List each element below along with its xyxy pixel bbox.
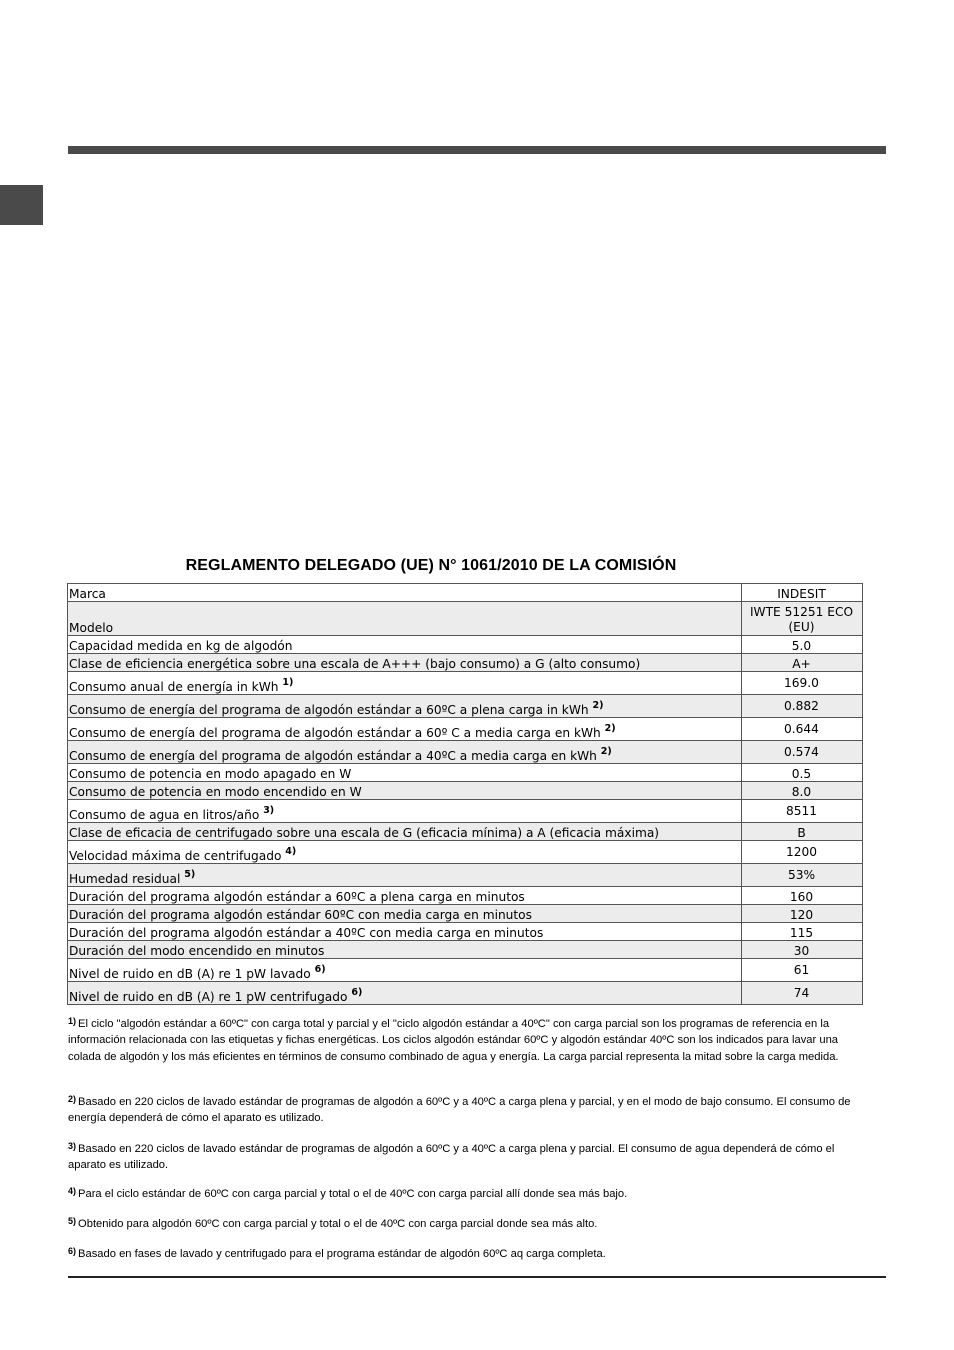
table-row [68, 923, 863, 941]
header-rule [68, 146, 886, 154]
footnote-text: El ciclo "algodón estándar a 60ºC" con carga total y parcial y el "ciclo algodón estándar a 40ºC" con carga parcial son los programas de referencia en la información relacionada con las etiquetas y fichas energéticas. Los ciclos algodón estándar 60ºC y algodón estándar 40ºC son los indicados para lavar una colada de algodón y los más eficientes en términos de consumo combinado de agua y energía. La carga parcial representa la mitad sobre la carga medida. [68, 1018, 839, 1063]
table-row [68, 982, 863, 1005]
footnote [68, 1094, 868, 1127]
row-label-text: Consumo de energía del programa de algodón estándar a 60º C a media carga en kWh [69, 726, 601, 740]
row-label [68, 823, 742, 841]
table-row [68, 823, 863, 841]
language-tab-marker [0, 185, 43, 225]
row-label [68, 741, 742, 764]
row-value: IWTE 51251 ECO (EU) [742, 602, 863, 636]
row-label-text: Consumo de potencia en modo encendido en W [69, 785, 362, 799]
footnote-text: Para el ciclo estándar de 60ºC con carga parcial y total o el de 40ºC con carga parcial allí donde sea más bajo. [78, 1188, 628, 1200]
row-label-text: Modelo [69, 621, 114, 635]
row-label [68, 923, 742, 941]
row-value: 169.0 [742, 672, 863, 695]
footnote-ref: 2) [604, 722, 616, 734]
table-row [68, 741, 863, 764]
row-value: 0.5 [742, 764, 863, 782]
table-row [68, 636, 863, 654]
footnote-ref: 3) [263, 804, 275, 816]
row-value: INDESIT [742, 584, 863, 602]
footer-rule [68, 1276, 886, 1278]
table-row [68, 695, 863, 718]
row-value: 160 [742, 887, 863, 905]
row-label-text: Velocidad máxima de centrifugado [69, 849, 282, 863]
row-value: 8511 [742, 800, 863, 823]
row-label [68, 584, 742, 602]
row-label [68, 602, 742, 636]
footnote-mark: 5) [68, 1216, 77, 1226]
table-row [68, 654, 863, 672]
row-label [68, 672, 742, 695]
footnote-ref: 6) [351, 986, 363, 998]
footnote [68, 1246, 868, 1262]
row-value: 115 [742, 923, 863, 941]
table-row [68, 602, 863, 636]
table-row [68, 800, 863, 823]
footnote-text: Basado en 220 ciclos de lavado estándar de programas de algodón a 60ºC y a 40ºC a carga plena y parcial, y en el modo de bajo consumo. El consumo de energía dependerá de cómo el aparato es utilizado. [68, 1096, 851, 1125]
footnote-text: Basado en fases de lavado y centrifugado para el programa estándar de algodón 60ºC aq carga completa. [78, 1248, 606, 1260]
row-value: 53% [742, 864, 863, 887]
table-row [68, 718, 863, 741]
row-label [68, 654, 742, 672]
table-row [68, 841, 863, 864]
row-label [68, 959, 742, 982]
footnote [68, 1186, 868, 1202]
footnote-mark: 2) [68, 1094, 77, 1104]
footnote-mark: 4) [68, 1186, 77, 1196]
row-label-text: Duración del programa algodón estándar a 40ºC con media carga en minutos [69, 926, 544, 940]
row-label-text: Nivel de ruido en dB (A) re 1 pW lavado [69, 967, 311, 981]
row-value: 5.0 [742, 636, 863, 654]
row-label-text: Consumo de agua en litros/año [69, 808, 260, 822]
spec-table [67, 583, 863, 1005]
row-value: 0.644 [742, 718, 863, 741]
row-value: A+ [742, 654, 863, 672]
footnote-mark: 3) [68, 1141, 77, 1151]
row-label-text: Duración del modo encendido en minutos [69, 944, 325, 958]
footnote-ref: 1) [282, 676, 294, 688]
table-row [68, 782, 863, 800]
row-label [68, 982, 742, 1005]
row-label-text: Humedad residual [69, 872, 181, 886]
footnote-mark: 6) [68, 1246, 77, 1256]
footnote-text: Basado en 220 ciclos de lavado estándar de programas de algodón a 60ºC y a 40ºC a carga plena y parcial. El consumo de agua dependerá de cómo el aparato es utilizado. [68, 1143, 835, 1172]
row-label [68, 841, 742, 864]
row-value: 0.574 [742, 741, 863, 764]
footnote-ref: 5) [184, 868, 196, 880]
row-label [68, 782, 742, 800]
table-row [68, 959, 863, 982]
row-label [68, 764, 742, 782]
table-row [68, 941, 863, 959]
row-label-text: Marca [69, 587, 106, 601]
table-row [68, 764, 863, 782]
row-value: 61 [742, 959, 863, 982]
table-row [68, 584, 863, 602]
row-label [68, 864, 742, 887]
row-label [68, 887, 742, 905]
row-label [68, 695, 742, 718]
regulation-title: REGLAMENTO DELEGADO (UE) N° 1061/2010 DE LA COMISIÓN [185, 557, 677, 574]
table-row [68, 864, 863, 887]
row-label [68, 800, 742, 823]
row-value: 120 [742, 905, 863, 923]
footnote-ref: 4) [285, 845, 297, 857]
footnote-ref: 2) [592, 699, 604, 711]
row-label-text: Duración del programa algodón estándar a 60ºC a plena carga en minutos [69, 890, 525, 904]
footnote-ref: 6) [314, 963, 326, 975]
footnote [68, 1016, 868, 1065]
row-value: 1200 [742, 841, 863, 864]
row-label [68, 718, 742, 741]
row-label [68, 636, 742, 654]
table-row [68, 887, 863, 905]
row-value: 0.882 [742, 695, 863, 718]
row-label-text: Clase de eficiencia energética sobre una escala de A+++ (bajo consumo) a G (alto consumo) [69, 657, 641, 671]
row-label-text: Nivel de ruido en dB (A) re 1 pW centrifugado [69, 990, 348, 1004]
row-label-text: Consumo de energía del programa de algodón estándar a 40ºC a media carga en kWh [69, 749, 597, 763]
row-value: B [742, 823, 863, 841]
row-label-text: Capacidad medida en kg de algodón [69, 639, 293, 653]
footnote-text: Obtenido para algodón 60ºC con carga parcial y total o el de 40ºC con carga parcial donde sea más alto. [78, 1218, 598, 1230]
row-label [68, 941, 742, 959]
footnote-ref: 2) [600, 745, 612, 757]
footnote [68, 1216, 868, 1232]
row-label-text: Clase de eficacia de centrifugado sobre una escala de G (eficacia mínima) a A (eficacia máxima) [69, 826, 660, 840]
row-label-text: Duración del programa algodón estándar 60ºC con media carga en minutos [69, 908, 532, 922]
row-label-text: Consumo anual de energía in kWh [69, 680, 279, 694]
row-label-text: Consumo de potencia en modo apagado en W [69, 767, 352, 781]
table-row [68, 672, 863, 695]
row-label [68, 905, 742, 923]
row-label-text: Consumo de energía del programa de algodón estándar a 60ºC a plena carga in kWh [69, 703, 589, 717]
row-value: 74 [742, 982, 863, 1005]
row-value: 30 [742, 941, 863, 959]
row-value: 8.0 [742, 782, 863, 800]
footnote [68, 1141, 868, 1174]
table-row [68, 905, 863, 923]
footnote-mark: 1) [68, 1016, 77, 1026]
